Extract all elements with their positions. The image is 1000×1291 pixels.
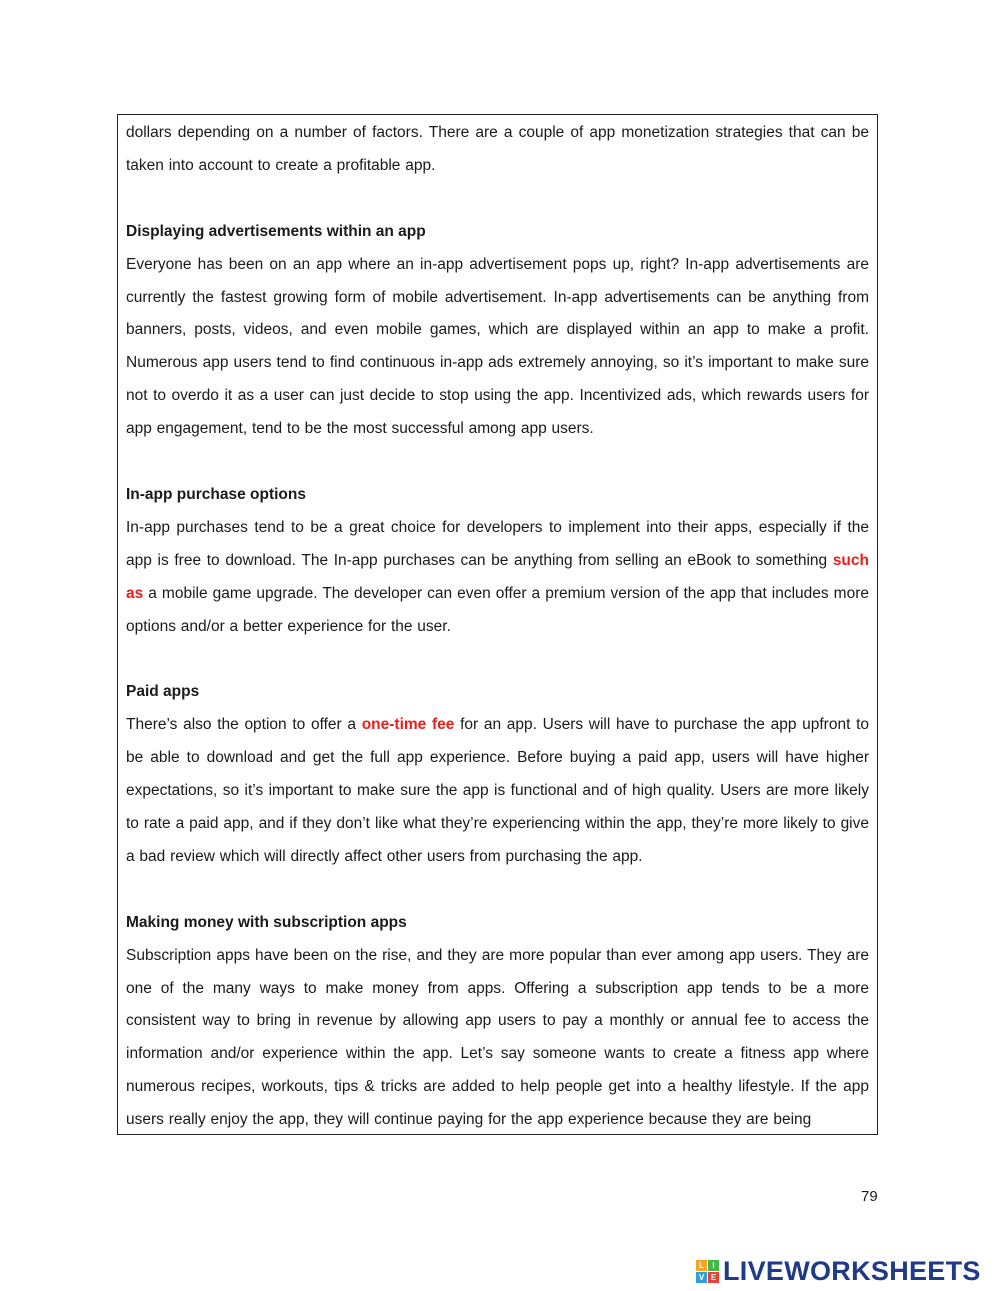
body-text: There’s also the option to offer a xyxy=(126,716,362,734)
logo-tile: E xyxy=(708,1272,719,1283)
liveworksheets-logo xyxy=(696,1256,981,1287)
section-body-subscription: Subscription apps have been on the rise, and they are more popular than ever among app users. They are one of the many ways to make money from apps. Offering a subscription app tends to be a more consistent way to bring in revenue by allowing app users to pay a monthly or annual fee to access the information and/or experience within the app. Let’s say someone wants to create a fitness app where numerous recipes, workouts, tips & tricks are added to help people get into a healthy lifestyle. If the app users really enjoy the app, they will continue paying for the app experience because they are being xyxy=(126,946,869,1129)
logo-tiles-icon xyxy=(696,1260,719,1283)
section-heading-paid-apps: Paid apps xyxy=(126,683,200,701)
section-body-ads: Everyone has been on an app where an in-app advertisement pops up, right? In-app advertisements are currently the fastest growing form of mobile advertisement. In-app advertisements can be anything from banners, posts, videos, and even mobile games, which are displayed within an app to make a profit. Numerous app users tend to find continuous in-app ads extremely annoying, so it’s important to make sure not to overdo it as a user can just decide to stop using the app. Incentivized ads, which rewards users for app engagement, tend to be the most successful among app users. xyxy=(126,255,869,438)
section-body-paid-apps xyxy=(126,709,869,874)
intro-paragraph: dollars depending on a number of factors. There are a couple of app monetization strategies that can be taken into account to create a profitable app. xyxy=(126,124,869,174)
spacer xyxy=(126,446,869,479)
logo-tile: I xyxy=(708,1260,719,1271)
body-text: a mobile game upgrade. The developer can even offer a premium version of the app that includes more options and/or a better experience for the user. xyxy=(126,584,869,635)
spacer xyxy=(126,643,869,676)
section-body-in-app-purchase xyxy=(126,512,869,644)
body-text: for an app. Users will have to purchase the app upfront to be able to download and get the full app experience. Before buying a paid app, users will have higher expectations, so it’s important to make sure the app is functional and of high quality. Users are more likely to rate a paid app, and if they don’t like what they’re experiencing within the app, they’re more likely to give a bad review which will directly affect other users from purchasing the app. xyxy=(126,716,869,865)
body-text: In-app purchases tend to be a great choice for developers to implement into their apps, especially if the app is free to download. The In-app purchases can be anything from selling an eBook to something xyxy=(126,518,869,569)
section-heading-in-app-purchase: In-app purchase options xyxy=(126,485,306,503)
page-number: 79 xyxy=(861,1188,878,1205)
logo-tile: V xyxy=(696,1272,707,1283)
spacer xyxy=(126,183,869,216)
highlight-such-as: such as xyxy=(126,551,869,602)
text-frame xyxy=(117,114,878,1135)
logo-text: LIVEWORKSHEETS xyxy=(723,1256,981,1286)
spacer xyxy=(126,874,869,907)
highlight-one-time-fee: one-time fee xyxy=(361,716,455,734)
logo-tile: L xyxy=(696,1260,707,1271)
section-heading-ads: Displaying advertisements within an app xyxy=(126,222,426,240)
section-heading-subscription: Making money with subscription apps xyxy=(126,913,407,931)
